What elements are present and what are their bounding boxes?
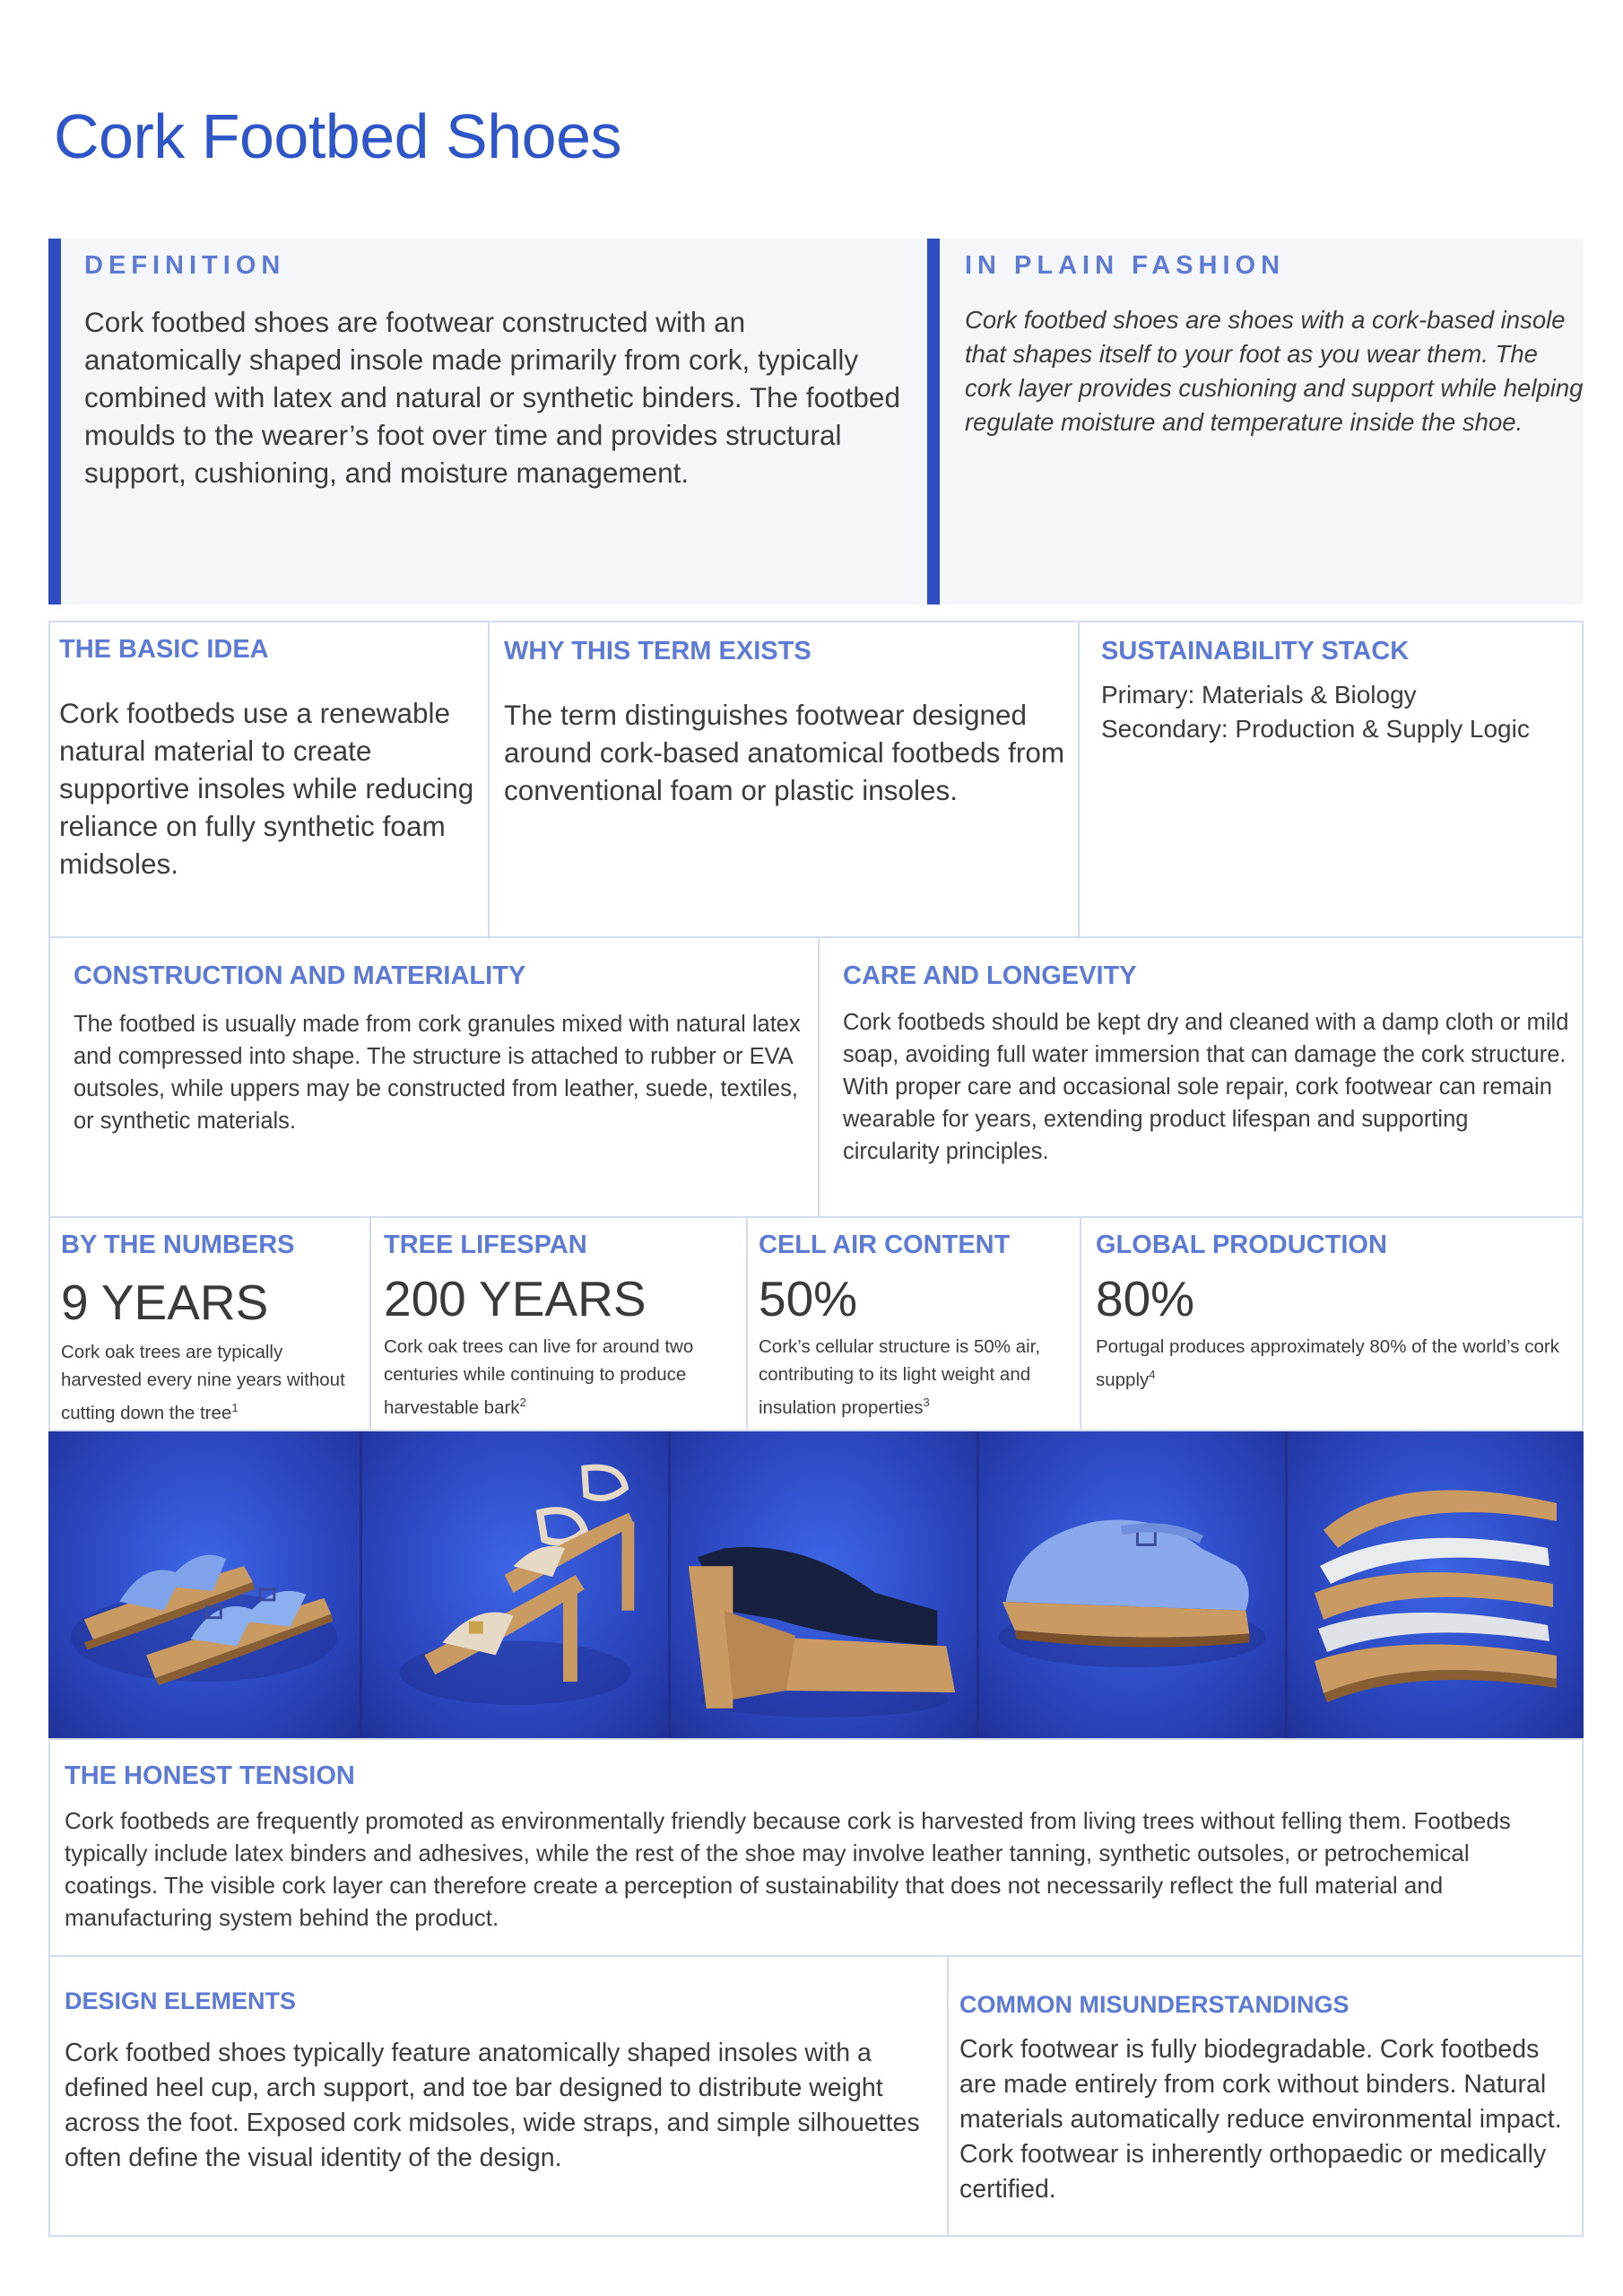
stat-heading: GLOBAL PRODUCTION	[1096, 1231, 1387, 1259]
stat-card	[48, 1216, 371, 1431]
stat-value: 200 YEARS	[384, 1271, 647, 1326]
misunderstandings-text: Cork footwear is fully biodegradable. Cork footbeds are made entirely from cork without binders. Natural materials automatically reduce environmental impact. Cork footwear is inherently orthopaedic or medically certified.	[959, 2035, 1562, 2204]
double-strap-sandals-image	[48, 1431, 362, 1740]
plain-fashion-heading: IN PLAIN FASHION	[965, 251, 1286, 280]
sustainability-heading: SUSTAINABILITY STACK	[1101, 637, 1410, 665]
stat-text-wrap	[1096, 1333, 1580, 1394]
design-elements-text: Cork footbed shoes typically feature anatomically shaped insoles with a defined heel cup, arch support, and toe bar designed to distribute weight across the foot. Exposed cork midsoles, wide straps, and simple silhouettes often define the visual identity of the design.	[65, 2039, 920, 2172]
construction-card	[48, 936, 820, 1218]
stat-footnote: 2	[519, 1396, 526, 1409]
definition-text: Cork footbed shoes are footwear constructed with an anatomically shaped insole made primarily from cork, typically combined with latex and natural or synthetic binders. The footbed moulds to the wearer’s foot over time and provides structural support, cushioning, and moisture management.	[84, 306, 900, 489]
stat-text: Cork oak trees can live for around two centuries while continuing to produce harvestable bark	[384, 1336, 694, 1418]
why-term-text: The term distinguishes footwear designed around cork-based anatomical footbeds from conventional foam or plastic insoles.	[504, 699, 1065, 806]
page-title: Cork Footbed Shoes	[54, 101, 622, 171]
stat-text: Cork’s cellular structure is 50% air, contributing to its light weight and insulation properties	[759, 1336, 1041, 1418]
stat-footnote: 4	[1149, 1368, 1156, 1381]
stat-text-wrap	[61, 1338, 366, 1427]
stat-text-wrap	[384, 1333, 742, 1422]
footbed-layers-image	[1288, 1431, 1584, 1740]
definition-panel	[48, 239, 927, 604]
sustainability-primary: Primary: Materials & Biology	[1101, 681, 1417, 709]
basic-idea-heading: THE BASIC IDEA	[59, 635, 269, 664]
definition-heading: DEFINITION	[84, 251, 286, 280]
stat-footnote: 1	[231, 1401, 239, 1414]
stat-text-wrap	[759, 1333, 1072, 1422]
stat-heading: CELL AIR CONTENT	[759, 1231, 1011, 1259]
heeled-sandals-image	[362, 1431, 671, 1740]
stat-text: Portugal produces approximately 80% of the world’s cork supply	[1096, 1336, 1559, 1390]
why-term-heading: WHY THIS TERM EXISTS	[504, 637, 812, 665]
honest-tension-card	[48, 1738, 1584, 1957]
construction-text: The footbed is usually made from cork granules mixed with natural latex and compressed into shape. The structure is attached to rubber or EVA outsoles, while uppers may be constructed from leather, suede, textiles, or synthetic materials.	[74, 1012, 801, 1134]
misunderstandings-heading: COMMON MISUNDERSTANDINGS	[959, 1991, 1350, 2018]
care-heading: CARE AND LONGEVITY	[843, 961, 1137, 990]
care-card	[818, 936, 1584, 1218]
stat-heading: BY THE NUMBERS	[61, 1231, 295, 1259]
stat-card	[746, 1216, 1081, 1431]
stat-footnote: 3	[923, 1396, 930, 1409]
stat-card	[369, 1216, 748, 1431]
construction-heading: CONSTRUCTION AND MATERIALITY	[74, 961, 526, 990]
care-text: Cork footbeds should be kept dry and cleaned with a damp cloth or mild soap, avoiding full water immersion that can damage the cork structure. With proper care and occasional sole repair, cork footwear can remain wearable for years, extending product lifespan and supporting circularity principles.	[843, 1010, 1569, 1164]
why-term-card	[488, 621, 1080, 938]
sustainability-card	[1078, 621, 1584, 938]
sustainability-secondary: Secondary: Production & Supply Logic	[1101, 715, 1530, 743]
stat-heading: TREE LIFESPAN	[384, 1231, 587, 1259]
platform-mule-image	[671, 1431, 979, 1740]
stat-value: 50%	[759, 1271, 858, 1326]
stat-card	[1080, 1216, 1584, 1431]
basic-idea-text: Cork footbeds use a renewable natural material to create supportive insoles while reducing reliance on fully synthetic foam midsoles.	[59, 697, 474, 880]
design-elements-heading: DESIGN ELEMENTS	[65, 1987, 297, 2014]
suede-clog-image	[979, 1431, 1288, 1740]
honest-tension-text: Cork footbeds are frequently promoted as environmentally friendly because cork is harvested from living trees without felling them. Footbeds typically include latex binders and adhesives, while the rest of the shoe may involve leather tanning, synthetic outsoles, or petrochemical coatings. The visible cork layer can therefore create a perception of sustainability that does not necessarily reflect the full material and manufacturing system behind the product.	[65, 1807, 1511, 1931]
misunderstandings-card	[947, 1955, 1584, 2237]
stat-value: 9 YEARS	[61, 1274, 269, 1330]
design-elements-card	[48, 1955, 949, 2237]
basic-idea-card	[48, 621, 490, 938]
stat-text: Cork oak trees are typically harvested every nine years without cutting down the tree	[61, 1342, 345, 1423]
plain-fashion-panel	[927, 239, 1584, 604]
product-image-strip	[48, 1431, 1584, 1740]
plain-fashion-text: Cork footbed shoes are shoes with a cork-based insole that shapes itself to your foot as you wear them. The cork layer provides cushioning and support while helping regulate moisture and temperature inside the shoe.	[965, 306, 1584, 436]
honest-tension-heading: THE HONEST TENSION	[65, 1761, 355, 1790]
stat-value: 80%	[1096, 1271, 1195, 1326]
